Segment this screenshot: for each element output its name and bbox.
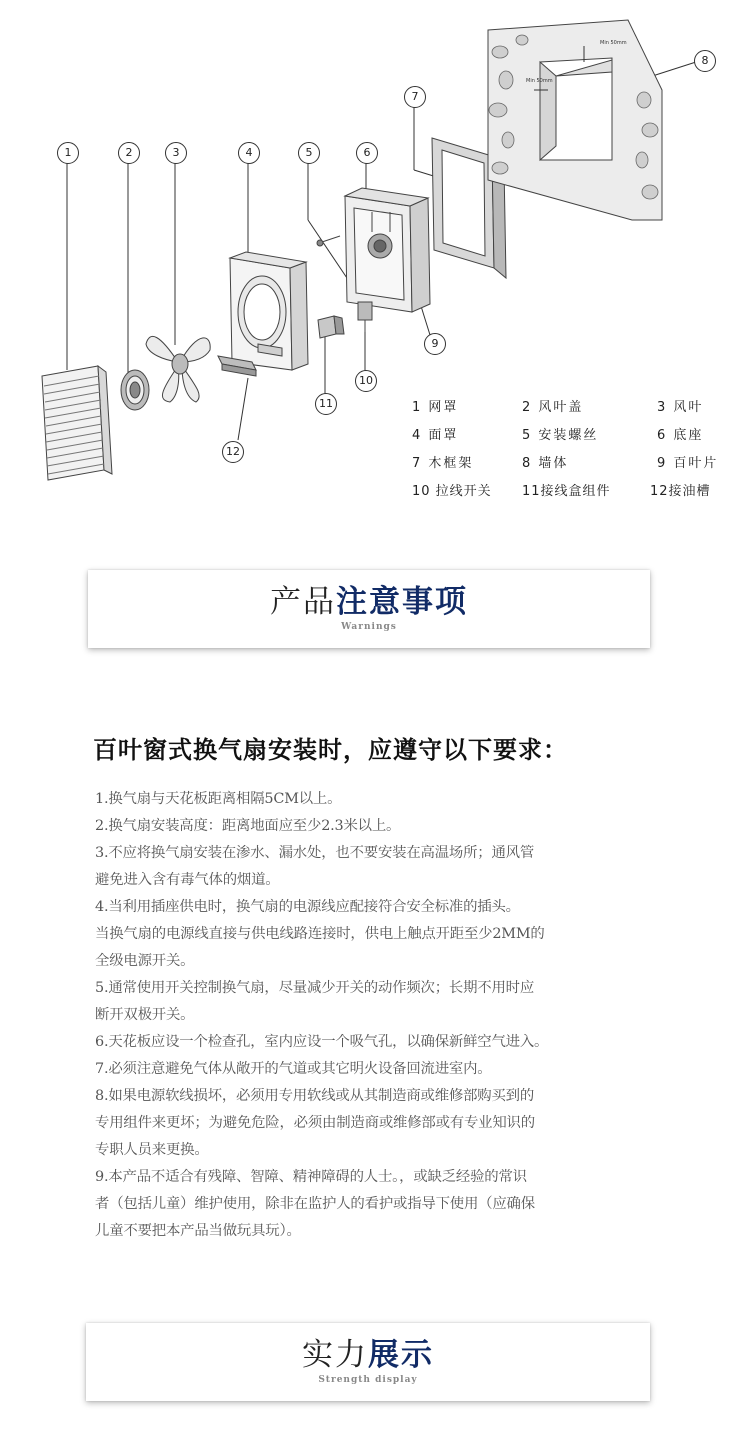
legend-item: 7 木框架 [412, 456, 474, 471]
callout-11: 11 [315, 393, 337, 415]
requirements-list [95, 786, 655, 1245]
requirement-line: 9.本产品不适合有残障、智障、精神障碍的人士。，或缺乏经验的常识 [95, 1169, 527, 1185]
callout-1: 1 [57, 142, 79, 164]
wall-label-1: Min 50mm [600, 40, 627, 46]
exploded-diagram [0, 0, 750, 540]
wall-label-2: Min 50mm [526, 78, 553, 84]
callout-2: 2 [118, 142, 140, 164]
callout-4: 4 [238, 142, 260, 164]
wall-part [488, 20, 662, 220]
legend-item: 6 底座 [657, 428, 704, 443]
legend-item: 10 拉线开关 [412, 484, 492, 499]
callout-9: 9 [424, 333, 446, 355]
legend-item: 3 风叶 [657, 400, 704, 415]
grille-part [42, 366, 112, 480]
strength-banner [86, 1323, 650, 1401]
requirement-line: 避免进入含有毒气体的烟道。 [95, 872, 280, 888]
face-cover-part [230, 252, 308, 370]
requirement-line: 专用组件来更坏；为避免危险，必须由制造商或维修部或有专业知识的 [95, 1115, 535, 1131]
requirement-line: 儿童不要把本产品当做玩具玩）。 [95, 1223, 301, 1239]
legend-item: 1 网罩 [412, 400, 459, 415]
warnings-banner [88, 570, 650, 648]
pull-switch-part [358, 302, 372, 332]
legend-row [412, 480, 732, 508]
legend-row [412, 452, 732, 480]
callout-12: 12 [222, 441, 244, 463]
requirements-heading: 百叶窗式换气扇安装时，应遵守以下要求： [93, 736, 568, 764]
fan-blade-part [146, 336, 210, 402]
requirement-line: 当换气扇的电源线直接与供电线路连接时，供电上触点开距至少2MM的 [95, 926, 545, 942]
warnings-title [88, 582, 650, 622]
warnings-subtitle: Warnings [341, 622, 397, 632]
strength-title-plain: 实力 [302, 1337, 368, 1373]
warnings-title-accent: 注意事项 [336, 584, 468, 620]
callout-7: 7 [404, 86, 426, 108]
requirement-line: 7.必须注意避免气体从敞开的气道或其它明火设备回流进室内。 [95, 1061, 492, 1077]
requirement-line: 2.换气扇安装高度：距离地面应至少2.3米以上。 [95, 818, 401, 834]
requirement-line: 者（包括儿童）维护使用，除非在监护人的看护或指导下使用（应确保 [95, 1196, 535, 1212]
strength-title-accent: 展示 [368, 1337, 434, 1373]
base-part [345, 188, 430, 312]
legend-item: 2 风叶盖 [522, 400, 584, 415]
requirement-line: 3.不应将换气扇安装在渗水、漏水处，也不要安装在高温场所；通风管 [95, 845, 535, 861]
legend-row [412, 424, 732, 452]
requirement-line: 全级电源开关。 [95, 953, 195, 969]
requirement-line: 1.换气扇与天花板距离相隔5CM以上。 [95, 791, 342, 807]
requirement-line: 专职人员来更换。 [95, 1142, 209, 1158]
callout-8: 8 [694, 50, 716, 72]
legend-item: 4 面罩 [412, 428, 459, 443]
requirement-line: 5.通常使用开关控制换气扇，尽量减少开关的动作频次；长期不用时应 [95, 980, 535, 996]
parts-legend [412, 396, 732, 508]
legend-row [412, 396, 732, 424]
blade-cover-part [121, 370, 149, 410]
strength-title [86, 1335, 650, 1375]
warnings-title-plain: 产品 [270, 584, 336, 620]
requirement-line: 8.如果电源软线损坏，必须用专用软线或从其制造商或维修部购买到的 [95, 1088, 535, 1104]
callout-5: 5 [298, 142, 320, 164]
callout-6: 6 [356, 142, 378, 164]
legend-item: 12接油槽 [650, 484, 711, 499]
callout-3: 3 [165, 142, 187, 164]
requirement-line: 6.天花板应设一个检查孔，室内应设一个吸气孔，以确保新鲜空气进入。 [95, 1034, 549, 1050]
junction-box-part [318, 316, 344, 338]
callout-10: 10 [355, 370, 377, 392]
requirement-line: 4.当利用插座供电时，换气扇的电源线应配接符合安全标准的插头。 [95, 899, 520, 915]
legend-item: 5 安装螺丝 [522, 428, 599, 443]
legend-item: 9 百叶片 [657, 456, 719, 471]
requirement-line: 断开双极开关。 [95, 1007, 195, 1023]
legend-item: 11接线盒组件 [522, 484, 611, 499]
strength-subtitle: Strength display [318, 1375, 418, 1385]
legend-item: 8 墙体 [522, 456, 569, 471]
